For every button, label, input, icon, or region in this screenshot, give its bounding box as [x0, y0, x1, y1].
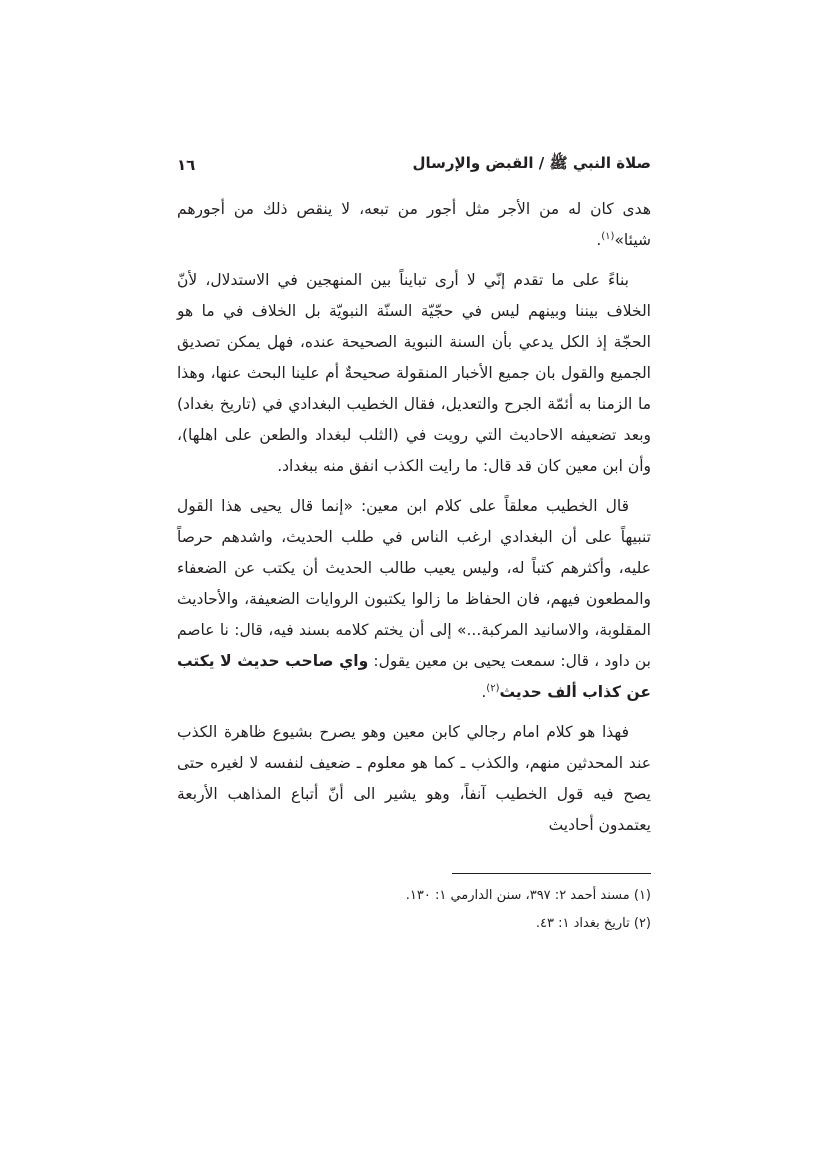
running-title: صلاة النبي ﷺ / القبض والإرسال — [412, 154, 651, 172]
footnote-1: (١) مسند أحمد ٢: ٣٩٧، سنن الدارمي ١: ١٣٠. — [405, 888, 651, 903]
paragraph-3-bold-quote: واي صاحب حديث لا يكتب عن كذاب ألف حديث — [177, 652, 651, 701]
page-number: ١٦ — [177, 156, 196, 174]
paragraph-3-text: قال الخطيب معلقاً على كلام ابن معين: «إنما قال يحيى هذا القول تنبيهاً على أن البغدادي ارغب الناس في طلب الحديث، واشدهم حرصاً عليه، وأكثرهم كتباً له، وليس يعيب طالب الحديث أن يكتب عن الضعفاء والمطعون فيهم، فان الحفاظ ما زالوا يكتبون الروايات الضعيفة، والأحاديث المقلوبة، والاسانيد المركبة...» إلى أن يختم كلامه بسند فيه، قال: نا عاصم بن داود ، قال: سمعت يحيى بن معين يقول: — [177, 497, 651, 670]
paragraph-3 — [177, 491, 651, 708]
footnote-ref-2: (٢) — [486, 682, 500, 694]
footnotes — [177, 882, 651, 938]
paragraph-4: فهذا هو كلام امام رجالي كابن معين وهو يصرح بشيوع ظاهرة الكذب عند المحدثين منهم، والكذب ـ كما هو معلوم ـ ضعيف لنفسه لا لغيره حتى يصح فيه قول الخطيب آنفاً، وهو يشير الى أنّ أتباع المذاهب الأربعة يعتمدون أحاديث — [177, 723, 651, 834]
paragraph-1-text: هدى كان له من الأجر مثل أجور من تبعه، لا ينقص ذلك من أجورهم شيئا» — [177, 200, 651, 249]
paragraph-2: بناءً على ما تقدم إنّي لا أرى تبايناً بين المنهجين في الاستدلال، لأنّ الخلاف بيننا وبينهم ليس في حجّيّة السنّة النبويّة بل الخلاف في ما هو الحجّة إذ الكل يدعي بأن السنة النبوية الصحيحة عنده، فهل يمكن تصديق الجميع والقول بان جميع الأخبار المنقولة صحيحةٌ أم علينا البحث عنها، وهذا ما الزمنا به أئمّة الجرح والتعديل، فقال الخطيب البغدادي في (تاريخ بغداد) وبعد تضعيفه الاحاديث التي رويت في (الثلب لبغداد والطعن على اهلها)، وأن ابن معين كان قد قال: ما رايت الكذب انفق منه ببغداد. — [177, 271, 651, 475]
paragraph-3-end: . — [481, 683, 487, 701]
paragraph-1-end: . — [596, 231, 602, 249]
footnote-2: (٢) تاريخ بغداد ١: ٤٣. — [535, 916, 651, 931]
paragraph-1 — [177, 194, 651, 256]
footnote-ref-1: (١) — [601, 230, 615, 242]
footnote-divider — [452, 873, 651, 874]
main-text — [177, 194, 651, 841]
page-header — [177, 150, 651, 180]
